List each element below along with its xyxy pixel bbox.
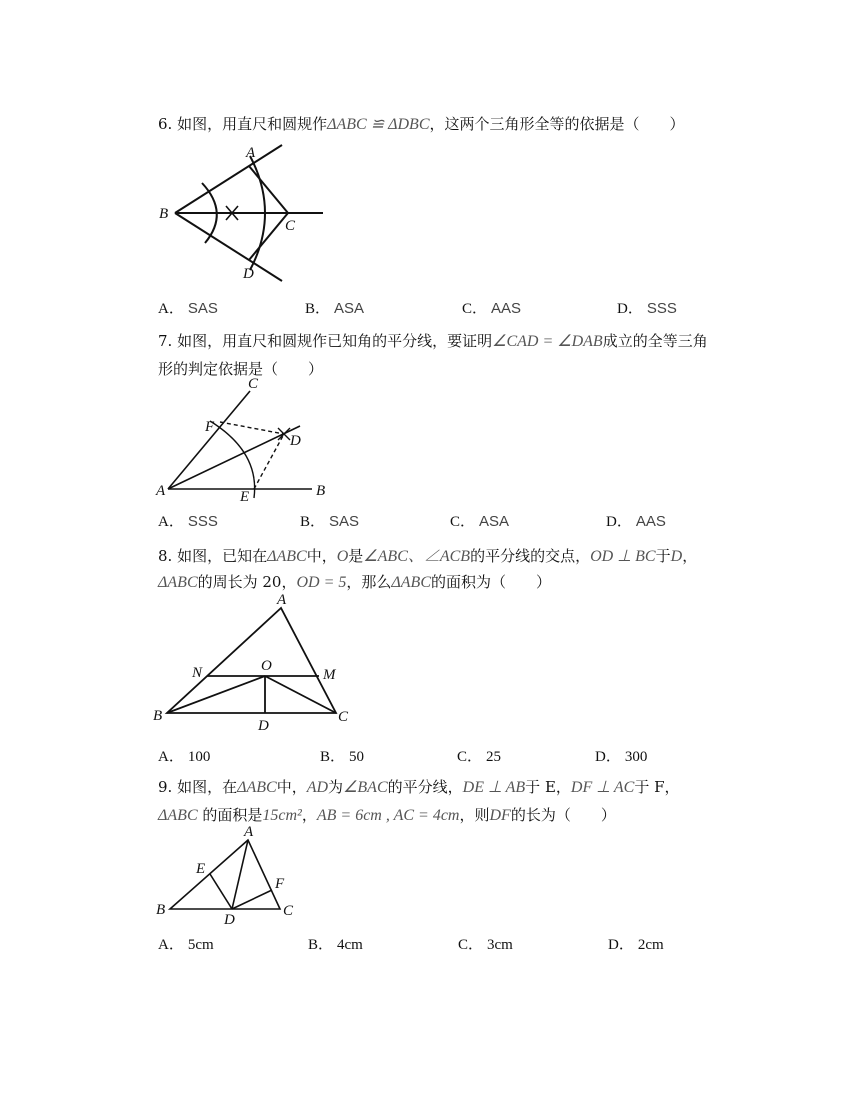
q9-stem-d: 的平分线，: [387, 778, 463, 796]
q7-ray-ad: [168, 426, 300, 489]
q9-stem-h: ，: [301, 806, 317, 824]
q7-label-a: A: [156, 483, 166, 499]
q8-option-d-letter: D．: [595, 749, 621, 765]
q9-option-a-letter: A．: [158, 937, 184, 953]
q8-option-c-value: 25: [486, 749, 502, 765]
q6-ray-bd: [175, 213, 282, 281]
q8-option-b-letter: B．: [320, 749, 346, 765]
q8-segment-bo: [167, 676, 265, 713]
q6-option-d-value: SSS: [646, 300, 677, 317]
q6-label-b: B: [159, 206, 169, 222]
q9-label-e: E: [196, 861, 206, 877]
q6-label-c: C: [285, 218, 296, 234]
q7-label-c: C: [248, 376, 259, 392]
q6-figure: [155, 140, 335, 290]
q7-option-b[interactable]: [300, 510, 359, 531]
q9-stem-a: 9. 如图，在: [158, 778, 238, 796]
q9-option-a[interactable]: [158, 933, 214, 954]
q6-label-d: D: [243, 266, 254, 282]
q7-option-b-value: SAS: [329, 513, 360, 530]
q6-option-a[interactable]: [158, 297, 218, 318]
q6-ray-ba: [175, 145, 282, 213]
q7-option-b-letter: B．: [300, 514, 326, 530]
q8-stem-g: 的周长为 20，: [197, 573, 297, 591]
q9-figure: [152, 820, 312, 928]
q8-math-8: ΔABC: [391, 574, 431, 591]
q7-option-a-value: SSS: [187, 513, 218, 530]
q8-option-b-value: 50: [349, 749, 365, 765]
q8-stem-f: ，: [682, 547, 698, 565]
q8-math-6: ΔABC: [158, 574, 198, 591]
q6-option-c[interactable]: [462, 297, 521, 318]
q7-label-f: F: [205, 419, 215, 435]
q8-figure: [150, 588, 360, 736]
q8-stem-d: 的平分线的交点，: [470, 547, 591, 565]
q9-math-9: DF: [489, 807, 511, 824]
q6-option-c-value: AAS: [491, 300, 522, 317]
q9-stem-b: 中，: [276, 778, 307, 796]
q6-stem-a: 6. 如图，用直尺和圆规作: [158, 115, 328, 133]
q7-option-d-letter: D．: [606, 514, 632, 530]
q7-option-c-value: ASA: [479, 513, 510, 530]
q8-math-2: O: [336, 548, 349, 565]
q9-math-5: DF ⊥ AC: [570, 779, 635, 796]
q9-stem-c: 为: [328, 778, 344, 796]
q7-option-c[interactable]: [450, 510, 509, 531]
q6-option-b-value: ASA: [334, 300, 365, 317]
q9-math-6: ΔABC: [158, 807, 198, 824]
q7-label-e: E: [240, 489, 250, 504]
q6-option-b-letter: B．: [305, 301, 331, 317]
q6-option-a-value: SAS: [187, 300, 218, 317]
q9-label-c: C: [283, 903, 294, 919]
q9-segment-de: [210, 874, 232, 909]
q6-label-a: A: [246, 145, 256, 161]
q8-stem-a: 8. 如图，已知在: [158, 547, 268, 565]
q8-option-c-letter: C．: [457, 749, 483, 765]
q8-option-d[interactable]: [595, 745, 647, 766]
q9-label-d: D: [224, 912, 235, 928]
q8-option-c[interactable]: [457, 745, 501, 766]
q6-math-congruence: ΔABC ≌ ΔDBC: [327, 116, 430, 133]
q9-math-2: AD: [306, 779, 329, 796]
q6-option-d[interactable]: [617, 297, 677, 318]
q7-stem-a: 7. 如图，用直尺和圆规作已知角的平分线，要证明: [158, 332, 493, 350]
q9-math-3: ∠BAC: [343, 779, 388, 796]
q9-stem-j: 的长为（ ）: [510, 806, 616, 824]
q8-option-a[interactable]: [158, 745, 210, 766]
q9-option-c[interactable]: [458, 933, 513, 954]
q6-option-c-letter: C．: [462, 301, 488, 317]
q8-option-a-letter: A．: [158, 749, 184, 765]
q8-math-7: OD = 5: [296, 574, 347, 591]
q9-stem-line1: [158, 776, 680, 797]
q8-label-a: A: [277, 592, 287, 608]
q8-math-3: ∠ABC、∠ACB: [363, 548, 471, 565]
q8-label-m: M: [323, 667, 336, 683]
q8-label-d: D: [258, 718, 269, 734]
q6-option-a-letter: A．: [158, 301, 184, 317]
q8-stem-c: 是: [348, 547, 364, 565]
q7-option-a-letter: A．: [158, 514, 184, 530]
q8-math-1: ΔABC: [267, 548, 307, 565]
q9-option-c-value: 3cm: [487, 937, 513, 953]
q7-arc: [210, 421, 255, 498]
q8-option-a-value: 100: [187, 749, 211, 765]
q8-stem-e: 于: [655, 547, 671, 565]
q9-stem-f: 于 F，: [634, 778, 680, 796]
q9-stem-i: ，则: [459, 806, 490, 824]
q6-stem-b: ，这两个三角形全等的依据是（ ）: [429, 115, 685, 133]
q9-math-7: 15cm²: [262, 807, 302, 824]
q9-label-f: F: [275, 876, 285, 892]
q6-stem: [158, 113, 685, 134]
q9-math-4: DE ⊥ AB: [462, 779, 526, 796]
q8-math-5: D: [670, 548, 683, 565]
q9-option-a-value: 5cm: [187, 937, 214, 953]
q8-math-4: OD ⊥ BC: [590, 548, 656, 565]
q8-stem-b: 中，: [306, 547, 337, 565]
q7-label-b: B: [316, 483, 326, 499]
q9-option-d-value: 2cm: [637, 937, 664, 953]
q6-segment-ac: [249, 166, 288, 213]
q7-option-a[interactable]: [158, 510, 218, 531]
q7-dash-ed: [254, 434, 284, 489]
q9-label-b: B: [156, 902, 166, 918]
q7-stem-line1: [158, 330, 708, 351]
q8-option-b[interactable]: [320, 745, 364, 766]
q9-segment-df: [232, 890, 272, 909]
q7-stem-c: 形的判定依据是（ ）: [158, 360, 324, 378]
q8-label-o: O: [261, 658, 272, 674]
q6-option-b[interactable]: [305, 297, 364, 318]
q7-math-angles: ∠CAD = ∠DAB: [492, 333, 603, 350]
q9-option-b[interactable]: [308, 933, 363, 954]
q7-stem-b: 成立的全等三角: [602, 332, 708, 350]
q9-math-1: ΔABC: [237, 779, 277, 796]
q9-label-a: A: [244, 824, 254, 840]
q7-option-c-letter: C．: [450, 514, 476, 530]
q7-ray-ac: [168, 391, 250, 489]
q7-cross-mark: [278, 428, 290, 440]
q8-label-b: B: [153, 708, 163, 724]
q7-dash-fd: [220, 422, 284, 434]
q9-math-8: AB = 6cm , AC = 4cm: [316, 807, 460, 824]
q9-option-b-letter: B．: [308, 937, 334, 953]
q9-option-b-value: 4cm: [337, 937, 363, 953]
q8-triangle-abc: [167, 608, 336, 713]
q8-label-n: N: [192, 665, 203, 681]
q6-option-d-letter: D．: [617, 301, 643, 317]
q8-label-c: C: [338, 709, 349, 725]
q8-stem-i: 的面积为（ ）: [431, 573, 552, 591]
q9-option-d[interactable]: [608, 933, 664, 954]
q7-figure: [152, 374, 337, 504]
q9-stem-e: 于 E，: [525, 778, 571, 796]
q9-stem-g: 的面积是: [197, 806, 263, 824]
q6-segment-dc: [249, 213, 288, 260]
q7-option-d-value: AAS: [635, 513, 666, 530]
q9-option-d-letter: D．: [608, 937, 634, 953]
q9-option-c-letter: C．: [458, 937, 484, 953]
q8-option-d-value: 300: [624, 749, 648, 765]
q8-stem-h: ，那么: [346, 573, 392, 591]
q7-label-d: D: [290, 433, 301, 449]
q9-segment-ad: [232, 840, 248, 909]
q8-stem-line1: [158, 543, 697, 566]
q7-option-d[interactable]: [606, 510, 666, 531]
